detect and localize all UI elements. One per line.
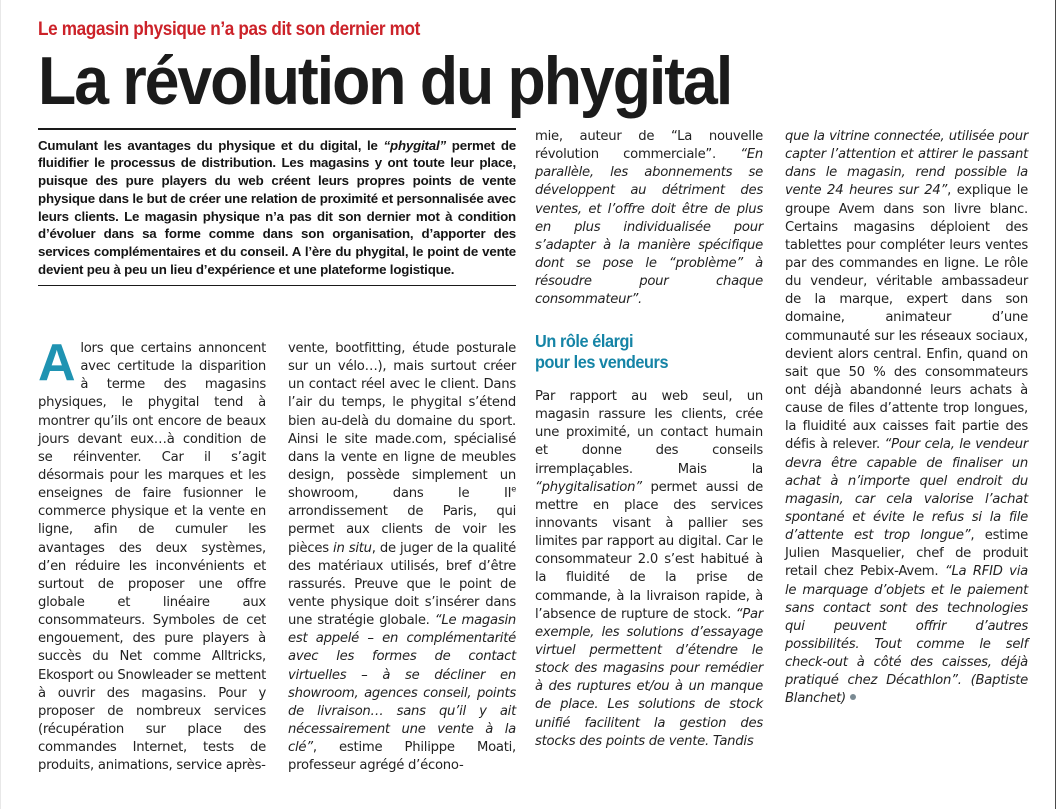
section-heading-line-1: Un rôle élargi (535, 331, 634, 352)
end-mark-icon (850, 694, 856, 700)
column-4-quote-rfid: “La RFID via le marquage d’objets et le paiement sans contact sont des technologies qui peuvent offrir d’autres possibilités. Tout comme le self check-out à côté des caisses, déjà pratiqué chez Décathlon”. (785, 564, 1028, 689)
column-4-part-b: , estime Julien Masquelier, chef de produit retail chez Pebix-Avem. (785, 528, 1028, 580)
column-2-text (288, 340, 516, 775)
ordinal-superscript: e (511, 483, 516, 494)
main-headline: La révolution du phygital (38, 42, 732, 119)
column-4-part-a: , explique le groupe Avem dans son livre blanc. Certains magasins déploient des tablettes pour compléter leurs ventes par des commandes en ligne. Le rôle du vendeur, véritable ambassadeur de la marque, expert dans son domaine, animateur d’une communauté sur les réseaux sociaux, devient alors central. Enfin, quand on sait que 50 % des consommateurs ont déjà abandonné leurs achats à cause de files d’attente trop longues, la fluidité aux caisses fait partie des défis à relever. (785, 183, 1028, 453)
column-1-text (38, 334, 266, 775)
article-page (38, 0, 1028, 809)
drop-cap: A (38, 334, 76, 392)
standfirst-emphasis: “phygital” (383, 137, 447, 153)
column-2-quote-moati: “Le magasin est appelé – en complémentarité avec les formes de contact virtuelles – à se décliner en showroom, agences conseil, points de livraison… sans qu’il y ait nécessairement une vente à la clé” (288, 613, 516, 756)
column-3-quote-avem: “Par exemple, les solutions d’essayage virtuel permettent d’étendre le stock des magasins pour remédier à des ruptures et/ou à un manque de place. Les solutions de stock unifié facilitent la gestion des stocks des points de vente. Tandis (535, 606, 763, 749)
column-3-text-top (535, 128, 763, 309)
column-4-quote-masquelier: “Pour cela, le vendeur devra être capable de finaliser un achat à n’importe quel endroit du magasin, car cela valorise l’achat spontané et évite le refus si la file d’attente est trop longue” (785, 437, 1028, 544)
column-4-text (785, 128, 1028, 709)
section-heading (535, 309, 747, 388)
column-4-quote-avem-cont: que la vitrine connectée, utilisée pour capter l’attention et attirer le passant dans le magasin, rend possible la vente 24 heures sur 24” (785, 129, 1028, 199)
column-4 (785, 128, 1028, 809)
column-3-text-bottom (535, 388, 763, 751)
column-3-term-phygitalisation: “phygitalisation” (535, 479, 642, 495)
column-1 (38, 128, 266, 809)
column-2-part-b: arrondissement de Paris, qui permet aux clients de voir les pièces (288, 504, 516, 556)
kicker-headline: Le magasin physique n’a pas dit son dernier mot (38, 18, 421, 40)
page-left-border (0, 0, 1, 809)
column-2-latin-phrase: in situ (333, 540, 372, 556)
standfirst-part-2: permet de fluidifier le processus de distribution. Les magasins y ont toute leur place, puisque des pure players du web créent leurs propres points de vente physique dans le but de créer une relation de proximité et personnalisée avec leurs clients. Le magasin physique n’a pas dit son dernier mot à condition d’évoluer dans sa forme comme dans son organisation, d’apporter des services complémentaires et du conseil. A l’ère du phygital, le point de vente devient peu à peu un lieu d’expérience et une plateforme logistique. (38, 137, 516, 277)
column-2-part-d: , estime Philippe Moati, professeur agrégé d’écono- (288, 740, 516, 774)
column-3-quote-moati-2: “En parallèle, les abonnements se développent au détriment des ventes, et l’offre doit être de plus en plus individualisée pour s’adapter à la manière spécifique dont se pose le “problème” à résoudre pour chaque consommateur”. (535, 147, 763, 308)
column-3-part-a: mie, auteur de “La nouvelle révolution commerciale”. (535, 129, 763, 163)
column-grid (38, 128, 1028, 809)
column-3-flow (535, 128, 763, 751)
column-1-body: lors que certains annoncent avec certitude la disparition à terme des magasins physiques, le phygital tend à montrer qu’ils ont encore de beaux jours devant eux…à condition de se réinventer. Car il s’agit désormais pour les marques et les enseignes de faire fusionner le commerce physique et la vente en ligne, afin de cumuler les avantages des deux systèmes, d’en réduire les inconvénients et surtout de proposer une offre globale et linéaire aux consommateurs. Symboles de cet engouement, des pure players à succès du Net comme Alltricks, Ekosport ou Snowleader se mettent à ouvrir des magasins. Pour y proposer de nombreux services (récupération sur place des commandes Internet, tests de produits, animations, service après- (38, 341, 266, 774)
standfirst-part-1: Cumulant les avantages du physique et du digital, le (38, 137, 384, 153)
article-byline: (Baptiste Blanchet) (785, 673, 1028, 707)
column-2 (288, 128, 516, 809)
column-2-part-c: , de juger de la qualité des matériaux utilisés, bref d’être rassurés. Preuve que le point de vente physique doit s’insérer dans une stratégie globale. (288, 540, 516, 629)
section-heading-line-2: pour les vendeurs (535, 351, 669, 372)
column-3-part-b: Par rapport au web seul, un magasin rassure les clients, crée une proximité, un contact humain et donne des conseils irremplaçables. Mais la (535, 389, 763, 477)
column-3-part-c: permet aussi de mettre en place des services innovants visant à pallier ses limites par rapport au digital. Car le consommateur 2.0 s’est habitué à la fluidité de la prise de commande, à la livraison rapide, à l’absence de rupture de stock. (535, 479, 763, 622)
column-2-part-a: vente, bootfitting, étude posturale sur un vélo…), mais surtout créer un contact réel avec le client. Dans l’air du temps, le phygital s’étend bien au-delà du domaine du sport. Ainsi le site made.com, spécialisé dans la vente en ligne de meubles design, possède simplement un showroom, dans le II (288, 341, 516, 502)
column-4-flow (785, 128, 1028, 709)
column-3 (535, 128, 763, 809)
